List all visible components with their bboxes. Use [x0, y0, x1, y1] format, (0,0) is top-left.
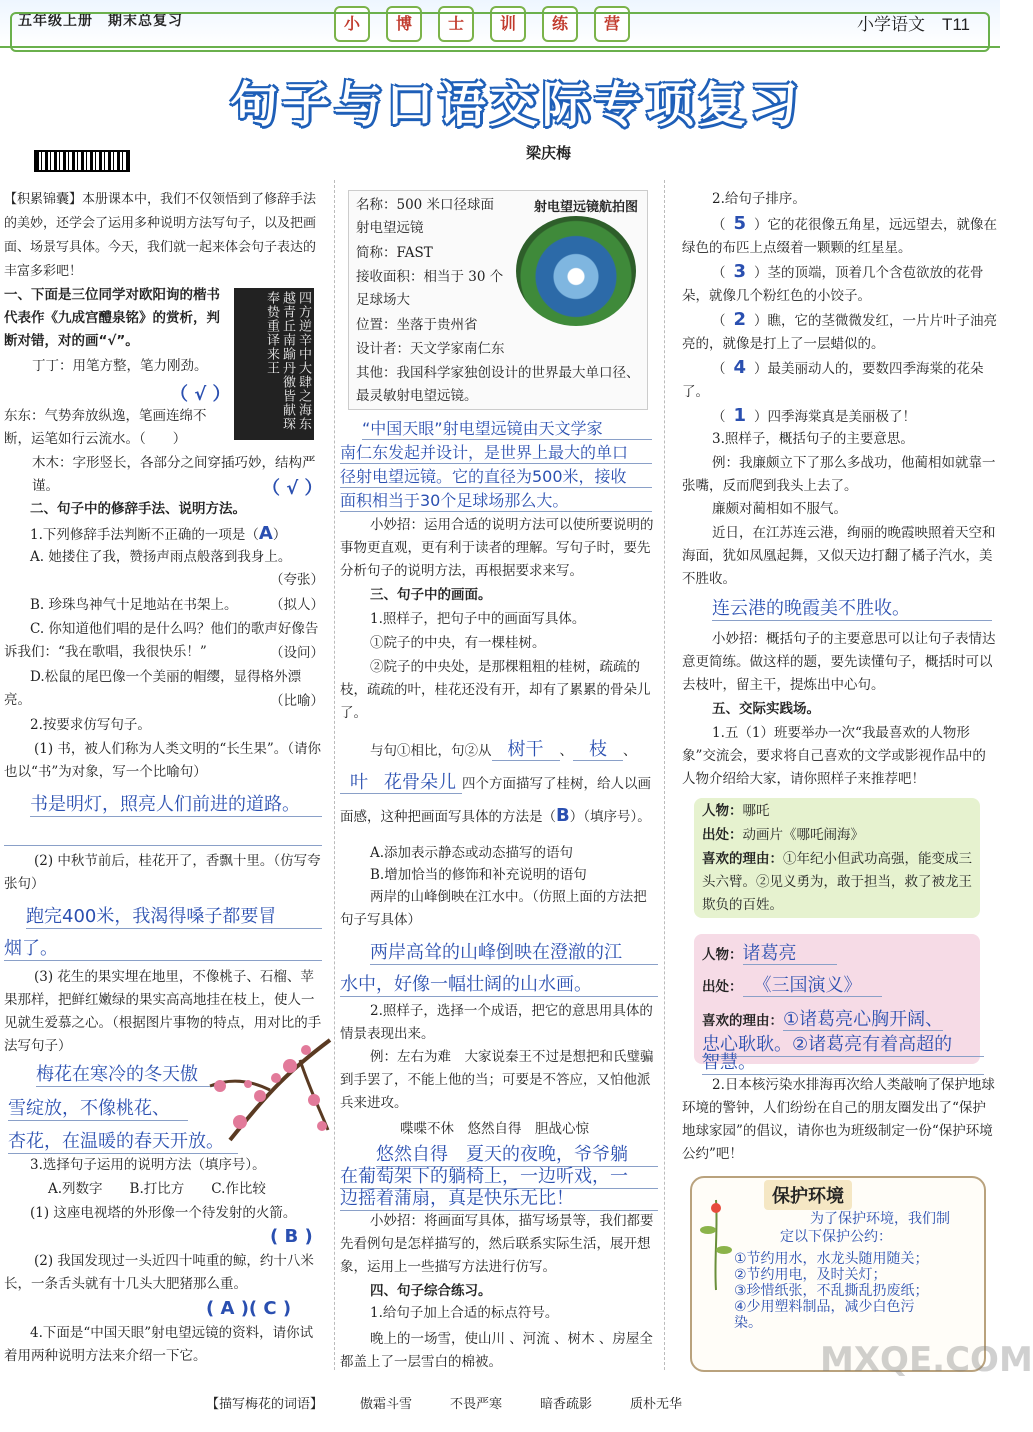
- card-source: [702, 974, 976, 999]
- card-source: [702, 824, 976, 847]
- order-text: ）茎的顶端，顶着几个含苞欲放的花骨朵，就像几个粉红色的小饺子。: [682, 265, 984, 304]
- answer-4-line: 南仁东发起并设计，是世界上最大的单口: [340, 440, 652, 464]
- value: 诸葛亮: [743, 943, 837, 965]
- grade-label: 五年级上册 期末总复习: [18, 13, 183, 29]
- answer-2-2: 烟了。: [4, 934, 322, 961]
- section-4-title: 四、句子综合练习。: [370, 1283, 492, 1299]
- tip-2: 小妙招：将画面写具体，描写场景等，我们都要先看例句是怎样描写的，然后联系实际生活，展开想象，运用上一些描写方法进行仿写。: [340, 1213, 654, 1275]
- card-reason-line: 智慧。: [702, 1048, 984, 1075]
- answer-3-2: 悠然自得 夏天的夜晚，爷爷躺: [376, 1140, 658, 1167]
- answer-3-2: 边摇着蒲扇，真是快乐无比！: [340, 1184, 658, 1211]
- answer-2-3: 梅花在寒冷的冬天傲: [36, 1060, 216, 1087]
- answer-4-line: “中国天眼”射电望远镜由天文学家: [362, 416, 652, 440]
- value: 动画片《哪吒闹海》: [742, 827, 864, 843]
- pledge-line: ②节约用电，及时关灯；: [734, 1267, 887, 1283]
- qr-code-icon: [34, 150, 130, 172]
- option-a: A.添加表示静态或动态描写的语句: [370, 845, 574, 861]
- question-3-options: A.列数字 B.打比方 C.作比较: [48, 1181, 266, 1197]
- option-tag: （比喻）: [270, 693, 324, 709]
- tip-3: 小妙招：概括句子的主要意思可以让句子表情达意更简练。做这样的题，要先读懂句子，概括时可以去枝叶，留主干，提炼出中心句。: [682, 631, 996, 693]
- order-number: 2: [733, 309, 747, 330]
- answer-4-line: 面积相当于30个足球场那么大。: [340, 488, 652, 512]
- section-4-q1-text: 晚上的一场雪，使山川 、河流 、树木 、房屋全都盖上了一层雪白的棉被。: [340, 1331, 653, 1370]
- option-dongdong: 东东：气势奔放纵逸，笔画连绵不断，运笔如行云流水。（ ）: [4, 408, 207, 447]
- fill-end: ）（填序号）。: [569, 809, 651, 825]
- fill-blank: 树干: [492, 739, 560, 761]
- pledge-line: ①节约用水，水龙头随用随关；: [734, 1251, 929, 1267]
- header-tag: 营: [594, 6, 630, 42]
- footer-label: 【描写梅花的词语】: [206, 1397, 324, 1412]
- photo-caption: 射电望远镜航拍图: [534, 200, 639, 215]
- order-item: （ 1 ）四季海棠真是美丽极了！: [712, 405, 917, 426]
- header-tag: 练: [542, 6, 578, 42]
- answer-line: [4, 845, 322, 846]
- box-other: 其他：我国科学家独创设计的世界最大单口径、最灵敏射电望远镜。: [356, 365, 640, 404]
- box-designer: 设计者：天文学家南仁东: [356, 341, 505, 357]
- pledge-line: 定以下保护公约：: [780, 1229, 892, 1245]
- card-reason-line: 忠心耿耿。②诸葛亮有着高超的: [702, 1030, 984, 1057]
- page-title: 句子与口语交际专项复习: [230, 77, 803, 133]
- intro-text: 【积累锦囊】本册课本中，我们不仅领悟到了修辞手法的美妙，还学会了运用多种说明方法写句子，以及把画面、场景写具体。今天，我们就一起来体会句子表达的丰富多彩吧！: [4, 192, 317, 279]
- box-name: 名称：500 米口径球面射电望远镜: [356, 197, 495, 236]
- answer-2-2: 跑完400米，我渴得嗓子都要冒: [26, 902, 322, 929]
- header-tag: 士: [438, 6, 474, 42]
- value: ①诸葛亮心胸开阔、: [783, 1009, 944, 1030]
- answer-2-1: 书是明灯，照亮人们前进的道路。: [30, 790, 322, 817]
- order-item: （ 4 ）最美丽动人的，要数四季海棠的花朵了。: [682, 357, 984, 400]
- section-3-q1: 1.照样子，把句子中的画面写具体。: [370, 611, 586, 627]
- section-3-title: 三、句子中的画面。: [370, 587, 492, 603]
- plum-blossom-image: [190, 1030, 330, 1160]
- order-number: 3: [733, 261, 747, 282]
- calligraphy-image: 四方逆辛中大肆之海东越青丘南踰丹徼皆献琛奉贽重译来王: [234, 288, 314, 440]
- question-3-2: (2) 我国发现过一头近四十吨重的鲸，约十八米长，一条舌头就有十几头大肥猪那么重。: [4, 1253, 314, 1292]
- header-tag: 小: [334, 6, 370, 42]
- header-tag: 训: [490, 6, 526, 42]
- box-area: 接收面积：相当于 30 个足球场大: [356, 269, 504, 308]
- order-text: ）它的花很像五角星，远远望去，就像在绿色的布匹上点缀着一颗颗的红星星。: [682, 217, 998, 256]
- order-text: ）最美丽动人的，要数四季海棠的花朵了。: [682, 361, 984, 400]
- answer-2-3: 杏花，在温暖的春天开放。: [8, 1127, 238, 1154]
- section-5-q1: 1.五（1）班要举办一次“我最喜欢的人物形象”交流会，要求将自己喜欢的文学或影视作品中的人物介绍给大家，请你照样子来推荐吧！: [682, 725, 986, 787]
- option-mumu: 木木：字形竖长，各部分之间穿插巧妙，结构严谨。: [32, 455, 316, 494]
- option-tag: （设问）: [270, 645, 324, 661]
- question-2: 2.按要求仿写句子。: [30, 717, 151, 733]
- section-5-title: 五、交际实践场。: [712, 701, 820, 717]
- telescope-photo: [516, 216, 636, 326]
- fill-blank: 枝: [573, 739, 623, 761]
- label: 人物：: [702, 947, 743, 963]
- option-d: D.松鼠的尾巴像一个美丽的帽缨，显得格外漂亮。: [4, 669, 302, 708]
- question-3: 3.选择句子运用的说明方法（填序号）。: [30, 1157, 266, 1173]
- option-dingding: 丁丁：用笔方整，笔力刚劲。: [32, 358, 208, 374]
- example: 例：我廉颇立下了那么多战功，他蔺相如就靠一张嘴，反而爬到我头上去了。: [682, 455, 996, 494]
- order-item: （ 5 ）它的花很像五角星，远远望去，就像在绿色的布匹上点缀着一颗颗的红星星。: [682, 213, 998, 256]
- value: ①年纪小但武功高强，能变成三头六臂。②见义勇为，敢于担当，救了被龙王欺负的百姓。: [702, 851, 972, 913]
- footer-word: 傲霜斗雪: [360, 1397, 413, 1412]
- question-2-1: (1) 书，被人们称为人类文明的“长生果”。（请你也以“书”为对象，写一个比喻句）: [4, 741, 321, 780]
- pledge-line: 为了保护环境，我们制: [810, 1211, 950, 1227]
- box-location: 位置：坐落于贵州省: [356, 317, 478, 333]
- section-1-title: 一、下面是三位同学对欧阳询的楷书代表作《九成宫醴泉铭》的赏析，判断对错，对的画“√”。: [4, 287, 220, 349]
- tip-1: 小妙招：运用合适的说明方法可以使所要说明的事物更直观，更有利于读者的理解。写句子时，要先分析句子的说明方法，再根据要求来写。: [340, 517, 654, 579]
- answer-3-2: 在葡萄架下的躺椅上，一边听戏，一: [340, 1162, 658, 1189]
- example-2: ②院子的中央处，是那棵粗粗的桂树，疏疏的枝，疏疏的叶，桂花还没有开，却有了累累的骨朵儿了。: [340, 659, 651, 721]
- card-person: [702, 800, 976, 823]
- answer-check: （ √ ）: [170, 384, 231, 405]
- answer-check: （ √ ）: [262, 478, 323, 499]
- pledge-title: 保护环境: [764, 1180, 852, 1210]
- subject-page-label: 小学语文 T11: [856, 15, 970, 34]
- answer: A: [258, 523, 273, 544]
- card-reason: [702, 848, 976, 917]
- column-divider: [334, 180, 335, 1370]
- pledge-line: 染。: [734, 1315, 762, 1331]
- question-2-3: (3) 花生的果实埋在地里，不像桃子、石榴、苹果那样，把鲜红嫩绿的果实高高地挂在枝上，使人一见就生爱慕之心。（根据图片事物的特点，用对比的手法写句子）: [4, 969, 322, 1054]
- pledge-line: ④少用塑料制品，减少白色污: [734, 1299, 915, 1315]
- leaf-decoration-icon: [696, 1200, 736, 1290]
- answer-3-1b: 两岸高耸的山峰倒映在澄澈的江: [370, 938, 658, 965]
- idiom-options: 喋喋不休 悠然自得 胆战心惊: [400, 1121, 589, 1137]
- order-text: ）瞧，它的茎微微发红，一片片叶子油亮亮的，就像是打上了一层蜡似的。: [682, 313, 998, 352]
- option-tag: （拟人）: [270, 597, 324, 613]
- example-3: 例：左右为难 大家说秦王不过是想把和氏璧骗到手罢了，不能上他的当；可要是不答应，又怕他派兵来进攻。: [340, 1049, 654, 1111]
- label: 喜欢的理由：: [702, 1013, 783, 1029]
- header-tag: 博: [386, 6, 422, 42]
- watermark: MXQE.COM: [820, 1340, 1033, 1380]
- footer-word: 暗香疏影: [540, 1397, 593, 1412]
- option-b: B.增加恰当的修饰和补充说明的语句: [370, 867, 587, 883]
- option-c: C. 你知道他们唱的是什么吗？他们的歌声好像告诉我们：“我在歌唱，我很快乐！”: [4, 621, 319, 660]
- column3-q2: 2.给句子排序。: [712, 191, 806, 207]
- section-3-q2: 2.照样子，选择一个成语，把它的意思用具体的情景表现出来。: [340, 1003, 653, 1042]
- example-1: ①院子的中央，有一棵桂树。: [370, 635, 546, 651]
- answer-3-1: ( B ): [270, 1226, 313, 1247]
- question-1: [30, 522, 330, 547]
- fill-blank: 花骨朵儿: [378, 772, 462, 794]
- question-4: 4.下面是“中国天眼”射电望远镜的资料，请你试着用两种说明方法来介绍一下它。: [4, 1325, 314, 1364]
- order-text: ）四季海棠真是美丽极了！: [754, 409, 917, 425]
- answer-4-line: 径射电望远镜。它的直径为500米，接收: [340, 464, 652, 488]
- fill-blank: 叶: [340, 772, 378, 794]
- question-1-text: 1.下列修辞手法判断不正确的一项是（: [30, 527, 259, 543]
- section-4-q1: 1.给句子加上合适的标点符号。: [370, 1305, 559, 1321]
- option-a: A. 她搂住了我，赞扬声雨点般落到我身上。: [30, 549, 292, 565]
- order-number: 4: [733, 357, 747, 378]
- fill-prefix: 与句①相比，句②从: [370, 743, 492, 759]
- card-person: [702, 942, 976, 967]
- author: 梁庆梅: [526, 144, 572, 162]
- question-text: 近日，在江苏连云港，绚丽的晚霞映照着天空和海面，犹如凤凰起舞，又似天边打翻了橘子汽水，美不胜收。: [682, 525, 996, 587]
- answer-summary: 连云港的晚霞美不胜收。: [712, 594, 992, 621]
- option-tag: （夸张）: [270, 572, 324, 588]
- column3-q3: 3.照样子，概括句子的主要意思。: [712, 431, 914, 447]
- section-5-q2: 2.日本核污染水排海再次给人类敲响了保护地球环境的警钟，人们纷纷在自己的朋友圈发出了“保护地球家园”的倡议，请你也为班级制定一份“保护环境公约”吧！: [682, 1077, 995, 1162]
- answer: B: [556, 805, 570, 826]
- question-2-2: (2) 中秋节前后，桂花开了，香飘十里。（仿写夸张句）: [4, 853, 321, 892]
- label: 喜欢的理由：: [702, 851, 783, 867]
- footer-word: 不畏严寒: [450, 1397, 503, 1412]
- label: 出处：: [702, 979, 743, 995]
- fill-middle: 四个方面描写了桂树，给人以画面感，这种把画面写具体的方法是（: [340, 776, 651, 825]
- section-2-title: 二、句子中的修辞手法、说明方法。: [30, 501, 246, 517]
- footer-word: 质朴无华: [630, 1397, 683, 1412]
- answer-2-3: 雪绽放，不像桃花、: [8, 1094, 188, 1121]
- fill-in-sentence: 与句①相比，句②从 树干 、 枝 、叶 花骨朵儿 四个方面描写了桂树，给人以画面感，这种把画面写具体的方法是（B）（填序号）。: [340, 739, 651, 826]
- column-divider: [664, 180, 665, 1370]
- label: 出处：: [702, 827, 743, 843]
- order-number: 1: [733, 405, 747, 426]
- plum-words-box: [10, 12, 990, 52]
- order-number: 5: [733, 213, 747, 234]
- order-item: （ 3 ）茎的顶端，顶着几个含苞欲放的花骨朵，就像几个粉红色的小饺子。: [682, 261, 984, 304]
- value: 哪吒: [742, 803, 770, 819]
- section-3-q1b: 两岸的山峰倒映在江水中。（仿照上面的方法把句子写具体）: [340, 889, 647, 928]
- question-3-1: (1) 这座电视塔的外形像一个待发射的火箭。: [30, 1205, 297, 1221]
- example-answer: 廉颇对蔺相如不服气。: [712, 501, 847, 517]
- order-item: （ 2 ）瞧，它的茎微微发红，一片片叶子油亮亮的，就像是打上了一层蜡似的。: [682, 309, 998, 352]
- bracket: ）: [272, 527, 287, 543]
- value: 《三国演义》: [743, 975, 882, 997]
- answer-3-2: ( A )( C ): [206, 1298, 292, 1319]
- option-b: B. 珍珠鸟神气十足地站在书架上。: [30, 597, 238, 613]
- answer-3-1b: 水中，好像一幅壮阔的山水画。: [340, 970, 658, 997]
- box-short: 简称：FAST: [356, 245, 433, 261]
- pledge-line: ③珍惜纸张，不乱撕乱扔废纸；: [734, 1283, 929, 1299]
- label: 人物：: [702, 803, 743, 819]
